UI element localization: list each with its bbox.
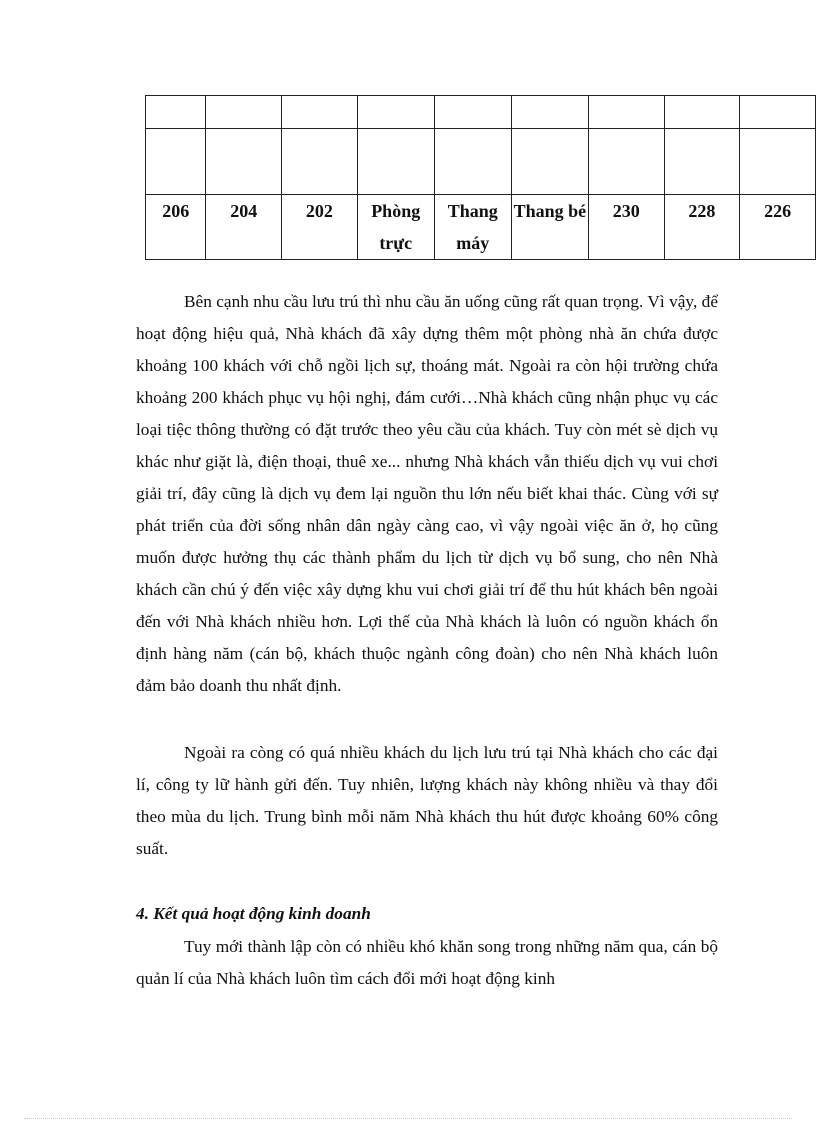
room-228-cell: 228 xyxy=(664,195,740,260)
paragraph-business-results: Tuy mới thành lập còn có nhiều khó khăn song trong những năm qua, cán bộ quản lí của Nhà khách luôn tìm cách đổi mới hoạt động kinh xyxy=(136,937,718,988)
table-cell xyxy=(511,129,588,195)
table-cell xyxy=(511,96,588,129)
table-cell xyxy=(146,129,206,195)
table-cell xyxy=(357,96,434,129)
room-202-cell: 202 xyxy=(282,195,358,260)
page-bottom-divider xyxy=(24,1118,792,1119)
table-cell xyxy=(434,129,511,195)
table-cell xyxy=(740,96,816,129)
table-cell xyxy=(664,129,740,195)
duty-room-cell: Phòng trực xyxy=(357,195,434,260)
table-cell xyxy=(434,96,511,129)
paragraph-travel-guests: Ngoài ra còng có quá nhiều khách du lịch lưu trú tại Nhà khách cho các đại lí, công ty lữ hành gửi đến. Tuy nhiên, lượng khách này không nhiều và thay đổi theo mùa du lịch. Trung bình mỗi năm Nhà khách thu hút được khoảng 60% công suất. xyxy=(136,743,718,858)
room-226-cell: 226 xyxy=(740,195,816,260)
elevator-cell: Thang máy xyxy=(434,195,511,260)
room-206-cell: 206 xyxy=(146,195,206,260)
table-cell xyxy=(206,129,282,195)
room-204-cell: 204 xyxy=(206,195,282,260)
table-cell xyxy=(146,96,206,129)
table-row xyxy=(146,96,816,129)
table-cell xyxy=(588,129,664,195)
room-230-cell: 230 xyxy=(588,195,664,260)
paragraph-dining-services: Bên cạnh nhu cầu lưu trú thì nhu cầu ăn uống cũng rất quan trọng. Vì vậy, để hoạt động hiệu quả, Nhà khách đã xây dựng thêm một phòng nhà ăn chứa được khoảng 100 khách với chỗ ngồi lịch sự, thoáng mát. Ngoài ra còn hội trường chứa khoảng 200 khách phục vụ hội nghị, đám cưới…Nhà khách cũng nhận phục vụ các loại tiệc thông thường có đặt trước theo yêu cầu của khách. Tuy còn mét sè dịch vụ khác như giặt là, điện thoại, thuê xe... nhưng Nhà khách vẫn thiếu dịch vụ vui chơi giải trí, đây cũng là dịch vụ đem lại nguồn thu lớn nếu biết khai thác. Cùng với sự phát triển của đời sống nhân dân ngày càng cao, vì vậy ngoài việc ăn ở, họ cũng muốn được hưởng thụ các thành phẩm du lịch từ dịch vụ bổ sung, cho nên Nhà khách cần chú ý đến việc xây dựng khu vui chơi giải trí để thu hút khách bên ngoài đến với Nhà khách nhiều hơn. Lợi thế của Nhà khách là luôn có nguồn khách ổn định hàng năm (cán bộ, khách thuộc ngành công đoàn) cho nên Nhà khách luôn đảm bảo doanh thu nhất định. xyxy=(136,292,718,695)
table-cell xyxy=(206,96,282,129)
table-cell xyxy=(282,96,358,129)
table-cell xyxy=(282,129,358,195)
table-row xyxy=(146,195,816,260)
section-heading-business-results: 4. Kết quả hoạt động kinh doanh xyxy=(136,904,371,923)
table-cell xyxy=(664,96,740,129)
table-cell xyxy=(357,129,434,195)
table-cell xyxy=(740,129,816,195)
room-layout-table xyxy=(145,95,816,260)
table-row xyxy=(146,129,816,195)
table-cell xyxy=(588,96,664,129)
small-stair-cell: Thang bé xyxy=(511,195,588,260)
